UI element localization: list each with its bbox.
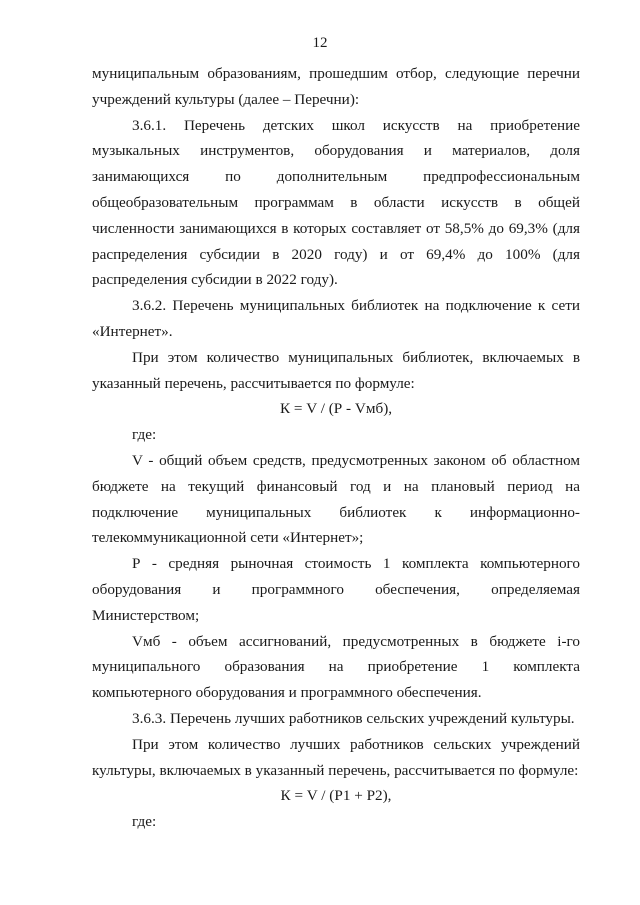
formula-library: К = V / (Р - Vмб), (279, 400, 393, 418)
where-label-2: где: (132, 813, 157, 831)
paragraph-intro: муниципальным образованиям, прошедшим отбор, следующие перечни учреждений культуры (далее – Перечни): (92, 65, 580, 108)
where-label: где: (132, 426, 157, 444)
formula-workers: К = V / (Р1 + Р2), (280, 787, 392, 805)
definition-vmb: Vмб - объем ассигнований, предусмотренных в бюджете i-го муниципального образования на приобретение 1 комплекта компьютерного оборудования и программного обеспечения. (92, 632, 580, 702)
paragraph-library-count: При этом количество муниципальных библиотек, включаемых в указанный перечень, рассчитывается по формуле: (92, 348, 580, 392)
definition-v: V - общий объем средств, предусмотренных законом об областном бюджете на текущий финансовый год и на плановый период на подключение муниципальных библиотек к информационно-телекоммуникационной сети «Интернет»; (92, 451, 580, 547)
paragraph-3-6-1: 3.6.1. Перечень детских школ искусств на приобретение музыкальных инструментов, оборудования и материалов, доля занимающихся по дополнительным предпрофессиональным общеобразовательным программам в области искусств в общей численности занимающихся в которых составляет от 58,5% до 69,3% (для распределения субсидии в 2020 году) и от 69,4% до 100% (для распределения субсидии в 2022 году). (92, 116, 580, 289)
definition-p: Р - средняя рыночная стоимость 1 комплекта компьютерного оборудования и программного обеспечения, определяемая Министерством; (92, 555, 580, 624)
paragraph-3-6-3: 3.6.3. Перечень лучших работников сельских учреждений культуры. (132, 709, 575, 727)
page-number: 12 (312, 35, 328, 51)
paragraph-3-6-2: 3.6.2. Перечень муниципальных библиотек на подключение к сети «Интернет». (92, 297, 580, 340)
paragraph-workers-count: При этом количество лучших работников сельских учреждений культуры, включаемых в указанный перечень, рассчитывается по формуле: (92, 735, 580, 779)
document-body (92, 61, 580, 835)
